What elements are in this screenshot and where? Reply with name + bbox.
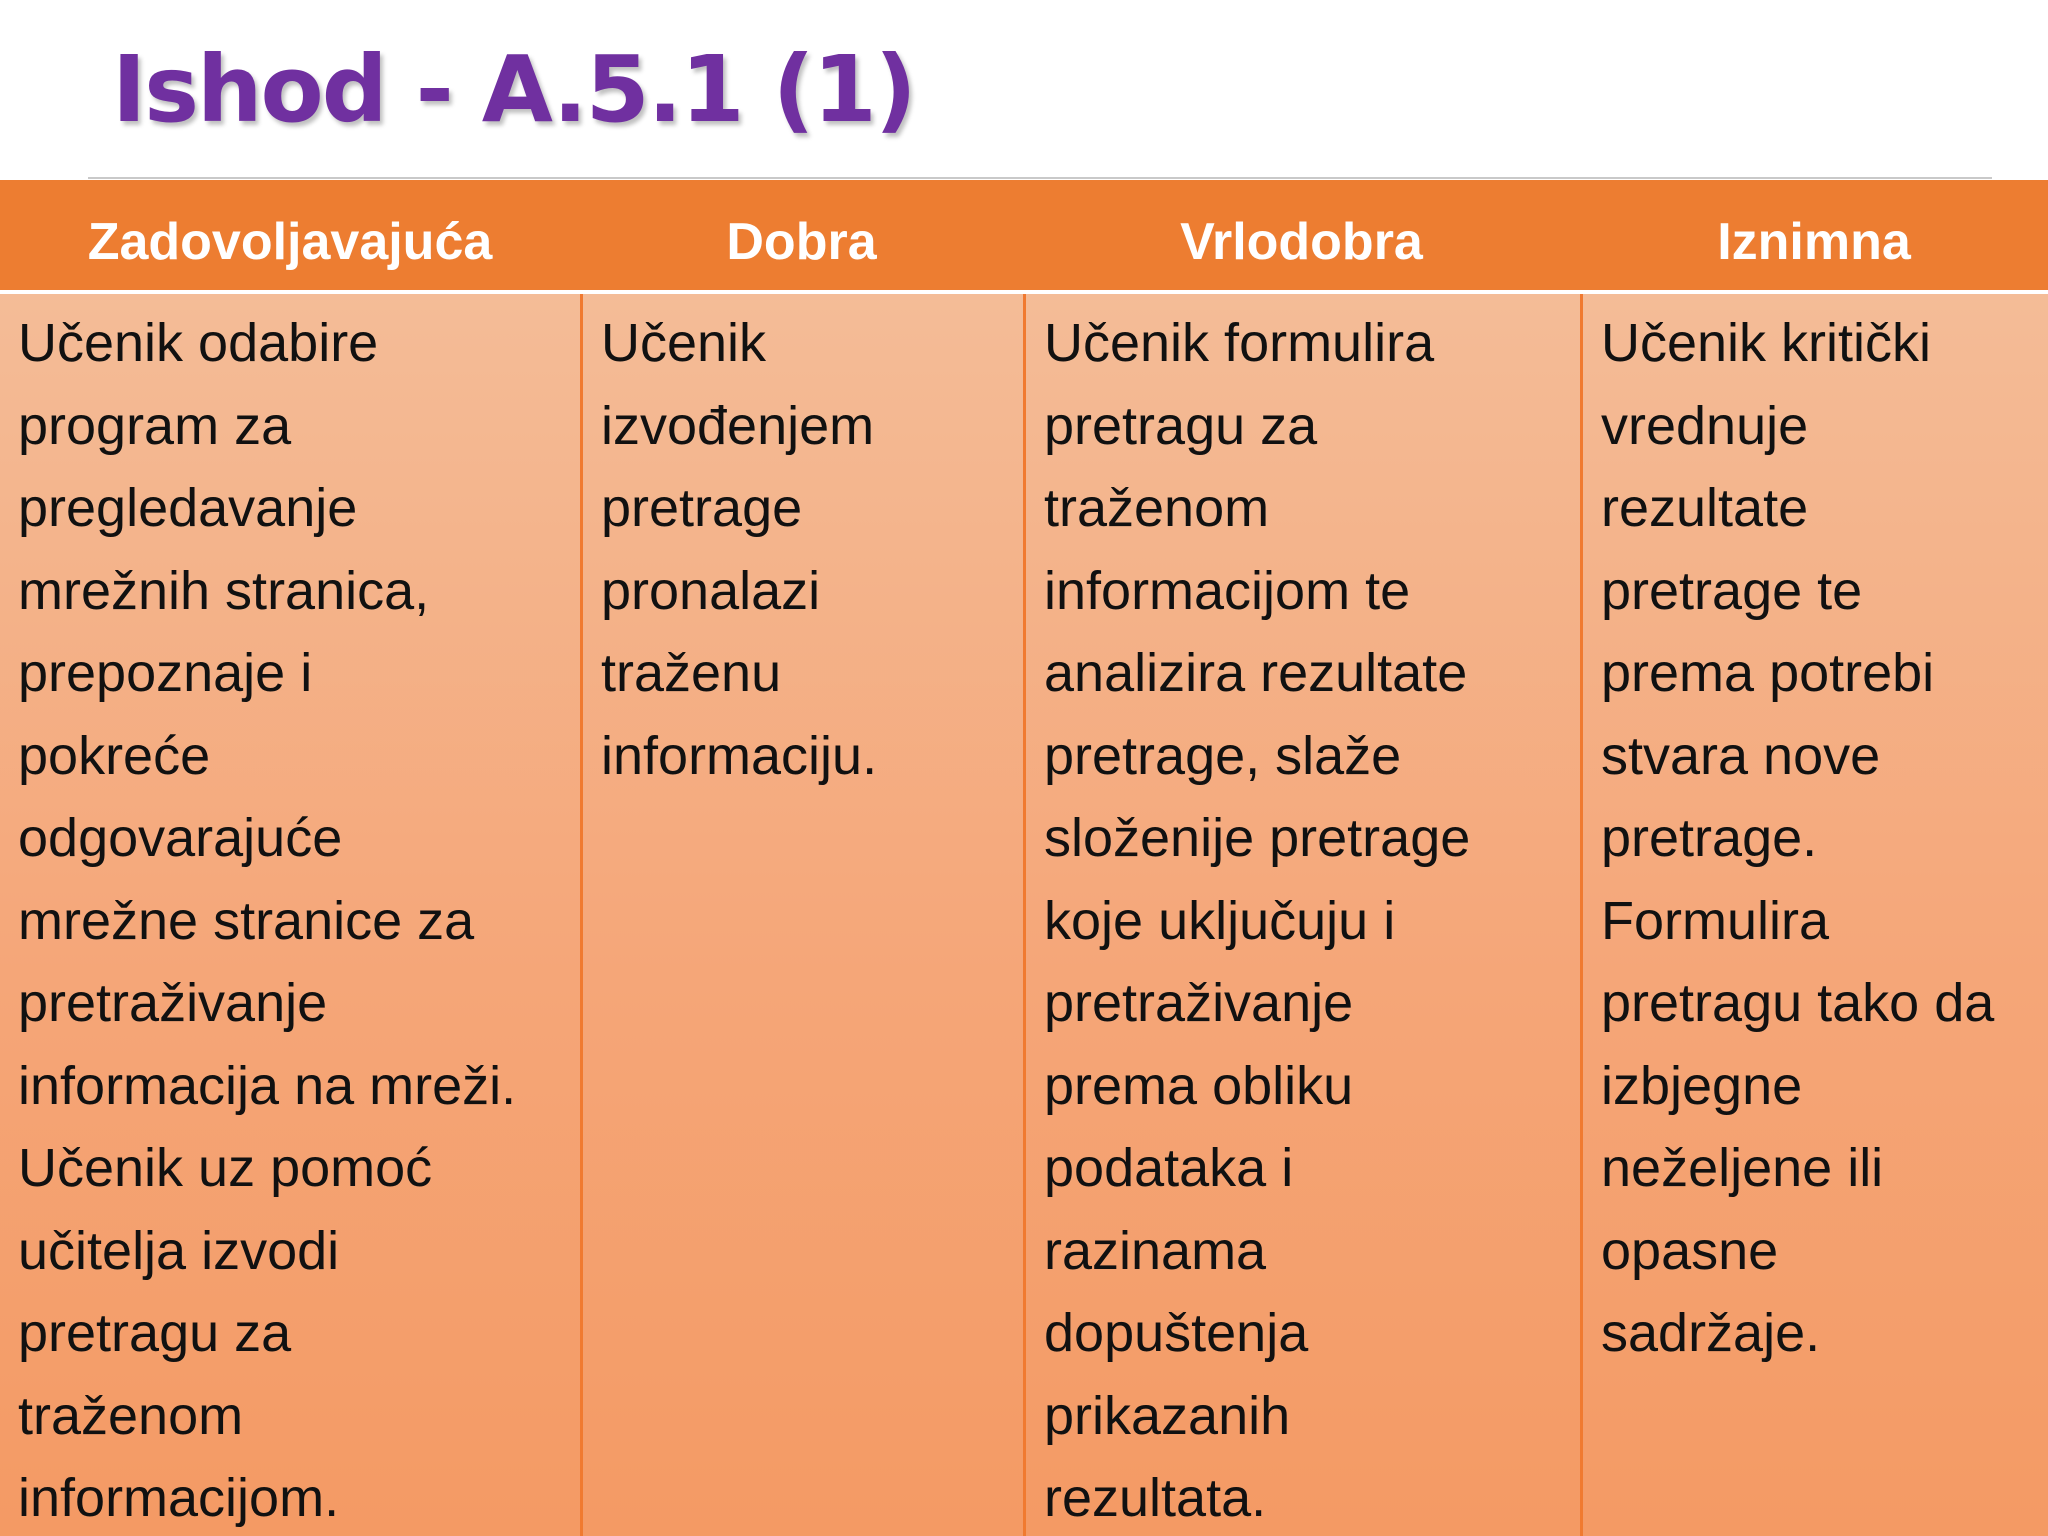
header-iznimna: Iznimna: [1717, 213, 1911, 271]
text-line: Učenik uz pomoć: [18, 1138, 433, 1198]
text-line: pretrage, slaže: [1044, 725, 1402, 786]
text-line: Učenik: [601, 313, 767, 373]
text-line: vrednuje: [1601, 395, 1809, 456]
text-line: Učenik kritički: [1601, 313, 1932, 373]
text-line: sadržaje.: [1601, 1303, 1821, 1363]
text-line: mrežnih stranica,: [18, 560, 430, 621]
text-line: dopuštenja: [1044, 1303, 1309, 1363]
text-line: pretragu tako da: [1601, 973, 1995, 1033]
text-line: program za: [18, 395, 292, 456]
text-line: pregledavanje: [18, 478, 358, 538]
header-dobra: Dobra: [726, 213, 877, 271]
cell-dobra: [583, 294, 1023, 1536]
cell-vrlodobra: [1026, 294, 1580, 1536]
text-line: analizira rezultate: [1044, 643, 1468, 703]
text-line: pretrage: [601, 478, 803, 538]
text-line: pretrage te: [1601, 560, 1863, 621]
text-line: pretraživanje: [18, 973, 328, 1033]
table-header-row: [0, 180, 2048, 294]
text-line: Učenik odabire: [18, 313, 379, 373]
text-line: učitelja izvodi: [18, 1220, 340, 1281]
text-line: izbjegne: [1601, 1055, 1803, 1116]
text-line: prepoznaje i: [18, 643, 313, 703]
text-line: neželjene ili: [1601, 1138, 1884, 1198]
text-line: Formulira: [1601, 890, 1830, 951]
text-line: prema obliku: [1044, 1055, 1354, 1116]
text-line: pretraživanje: [1044, 973, 1354, 1033]
text-line: rezultata.: [1044, 1468, 1267, 1528]
text-line: traženom: [18, 1385, 244, 1446]
text-line: koje uključuju i: [1044, 890, 1396, 951]
text-line: odgovarajuće: [18, 808, 343, 868]
text-line: stvara nove: [1601, 725, 1881, 786]
text-line: prikazanih: [1044, 1385, 1291, 1446]
text-line: informacijom.: [18, 1468, 340, 1528]
title-divider: [88, 177, 1992, 179]
cell-iznimna: [1583, 294, 2048, 1536]
text-line: pretragu za: [1044, 395, 1318, 456]
text-line: prema potrebi: [1601, 643, 1935, 703]
text-line: rezultate: [1601, 478, 1809, 538]
header-vrlodobra: Vrlodobra: [1180, 213, 1423, 271]
text-line: informaciju.: [601, 725, 878, 786]
text-line: traženu: [601, 643, 782, 703]
text-line: informacijom te: [1044, 560, 1411, 621]
text-line: traženom: [1044, 478, 1270, 538]
text-line: pokreće: [18, 725, 211, 786]
text-line: Učenik formulira: [1044, 313, 1435, 373]
text-line: složenije pretrage: [1044, 808, 1471, 868]
text-line: pretrage.: [1601, 808, 1818, 868]
table-body-row: [0, 294, 2048, 1536]
text-line: opasne: [1601, 1220, 1779, 1281]
header-zadovoljavajuca: Zadovoljavajuća: [87, 213, 493, 271]
assessment-table: [0, 180, 2048, 1536]
text-line: podataka i: [1044, 1138, 1294, 1198]
slide-title: Ishod - A.5.1 (1): [112, 36, 915, 143]
text-line: informacija na mreži.: [18, 1055, 517, 1116]
text-line: izvođenjem: [601, 395, 875, 456]
text-line: pretragu za: [18, 1303, 292, 1363]
text-line: razinama: [1044, 1220, 1267, 1281]
cell-zadovoljavajuca: [0, 294, 580, 1536]
text-line: mrežne stranice za: [18, 890, 475, 951]
text-line: pronalazi: [601, 560, 821, 621]
